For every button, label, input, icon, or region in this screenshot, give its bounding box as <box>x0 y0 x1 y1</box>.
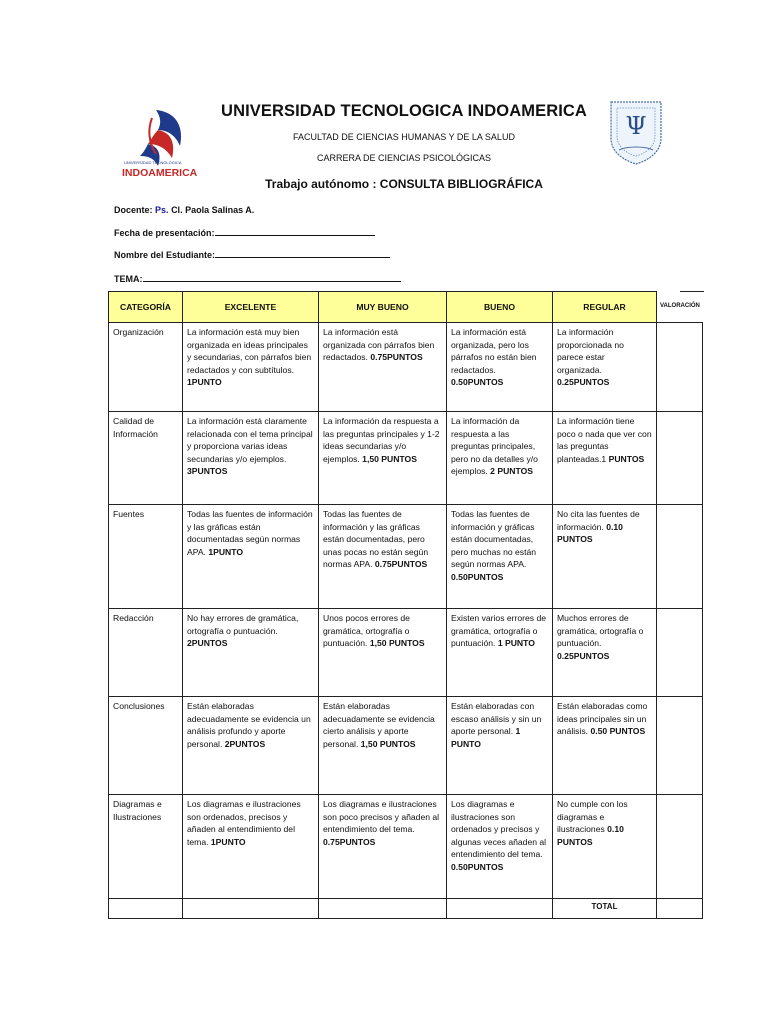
cell-bueno: Los diagramas e ilustraciones son ordenados y precisos y algunas veces añaden al entendimiento del tema. 0.50PUNTOS <box>447 795 553 899</box>
docente-prefix: Ps. <box>155 205 169 215</box>
table-row <box>109 412 703 505</box>
cell-bueno: Todas las fuentes de información y gráficas están documentadas, pero muchas no están según normas APA. 0.50PUNTOS <box>447 505 553 609</box>
total-row <box>109 899 703 919</box>
docente-value: Cl. Paola Salinas A. <box>171 205 255 215</box>
table-row <box>109 323 703 412</box>
cell-muy-bueno: Están elaboradas adecuadamente se evidencia cierto análisis y aporte personal. 1,50 PUNTOS <box>319 697 447 795</box>
career-name: CARRERA DE CIENCIAS PSICOLÓGICAS <box>316 153 492 163</box>
svg-text:Ψ: Ψ <box>625 112 647 140</box>
cell-regular: La información proporcionada no parece estar organizada. 0.25PUNTOS <box>553 323 657 412</box>
cell-valoracion[interactable] <box>657 412 703 505</box>
fecha-field <box>114 227 375 238</box>
cell-bueno: La información está organizada, pero los párrafos no están bien redactados. 0.50PUNTOS <box>447 323 553 412</box>
cell-excelente: Los diagramas e ilustraciones son ordenados, precisos y añaden al entendimiento del tema. 1PUNTO <box>183 795 319 899</box>
cell-category: Redacción <box>109 609 183 697</box>
table-row <box>109 505 703 609</box>
docente-label: Docente: <box>114 205 153 215</box>
cell-category: Fuentes <box>109 505 183 609</box>
fecha-label: Fecha de presentación: <box>114 228 215 238</box>
cell-category: Organización <box>109 323 183 412</box>
cell-excelente: La información está muy bien organizada en ideas principales y secundarias, con párrafos bien redactados y con subtítulos. 1PUNTO <box>183 323 319 412</box>
cell-regular: No cumple con los diagramas e ilustraciones 0.10 PUNTOS <box>553 795 657 899</box>
cell-excelente: Están elaboradas adecuadamente se evidencia un análisis profundo y aporte personal. 2PUNTOS <box>183 697 319 795</box>
total-value[interactable] <box>657 899 703 919</box>
header-excelente: EXCELENTE <box>183 292 319 323</box>
svg-text:UNIVERSIDAD TECNOLÓGICA: UNIVERSIDAD TECNOLÓGICA <box>124 160 182 165</box>
rubric-table <box>108 291 703 919</box>
cell-regular: La información tiene poco o nada que ver con las preguntas planteadas.1 PUNTOS <box>553 412 657 505</box>
cell-bueno: La información da respuesta a las preguntas principales, pero no da detalles y/o ejemplos. 2 PUNTOS <box>447 412 553 505</box>
university-title: UNIVERSIDAD TECNOLOGICA INDOAMERICA <box>221 102 587 120</box>
table-header-row <box>109 292 703 323</box>
cell-excelente: No hay errores de gramática, ortografía o puntuación. 2PUNTOS <box>183 609 319 697</box>
table-row <box>109 609 703 697</box>
table-row <box>109 795 703 899</box>
total-label: TOTAL <box>553 899 657 919</box>
nombre-input-line[interactable] <box>215 249 390 258</box>
cell-category: Diagramas e Ilustraciones <box>109 795 183 899</box>
cell-valoracion[interactable] <box>657 609 703 697</box>
tema-input-line[interactable] <box>143 273 401 282</box>
faculty-name: FACULTAD DE CIENCIAS HUMANAS Y DE LA SALUD <box>293 132 515 142</box>
cell-category: Calidad de Información <box>109 412 183 505</box>
cell-bueno: Están elaboradas con escaso análisis y sin un aporte personal. 1 PUNTO <box>447 697 553 795</box>
cell-muy-bueno: La información está organizada con párrafos bien redactados. 0.75PUNTOS <box>319 323 447 412</box>
table-row <box>109 697 703 795</box>
fecha-input-line[interactable] <box>215 227 375 236</box>
cell-valoracion[interactable] <box>657 323 703 412</box>
cell-valoracion[interactable] <box>657 505 703 609</box>
tema-label: TEMA: <box>114 274 143 284</box>
cell-excelente: La información está claramente relacionada con el tema principal y proporciona varias ideas secundarias y/o ejemplos. 3PUNTOS <box>183 412 319 505</box>
cell-excelente: Todas las fuentes de información y las gráficas están documentadas según normas APA. 1PUNTO <box>183 505 319 609</box>
tema-field <box>114 273 401 284</box>
cell-regular: No cita las fuentes de información. 0.10 PUNTOS <box>553 505 657 609</box>
cell-valoracion[interactable] <box>657 697 703 795</box>
header-regular: REGULAR <box>553 292 657 323</box>
header-bueno: BUENO <box>447 292 553 323</box>
logo-wordmark: INDOAMERICA <box>122 167 198 179</box>
cell-bueno: Existen varios errores de gramática, ortografía o puntuación. 1 PUNTO <box>447 609 553 697</box>
cell-muy-bueno: Los diagramas e ilustraciones son poco precisos y añaden al entendimiento del tema. 0.75PUNTOS <box>319 795 447 899</box>
work-title: Trabajo autónomo : CONSULTA BIBLIOGRÁFICA <box>265 177 543 191</box>
cell-category: Conclusiones <box>109 697 183 795</box>
cell-valoracion[interactable] <box>657 795 703 899</box>
cell-muy-bueno: La información da respuesta a las preguntas principales y 1-2 ideas secundarias y/o ejemplos. 1,50 PUNTOS <box>319 412 447 505</box>
header-muy-bueno: MUY BUENO <box>319 292 447 323</box>
cell-regular: Muchos errores de gramática, ortografía o puntuación. 0.25PUNTOS <box>553 609 657 697</box>
cell-muy-bueno: Todas las fuentes de información y las gráficas están documentadas, pero unas pocas no están según normas APA. 0.75PUNTOS <box>319 505 447 609</box>
cell-muy-bueno: Unos pocos errores de gramática, ortografía o puntuación. 1,50 PUNTOS <box>319 609 447 697</box>
header-valoracion: VALORACIÓN <box>657 292 703 323</box>
cell-regular: Están elaboradas como ideas principales sin un análisis. 0.50 PUNTOS <box>553 697 657 795</box>
nombre-field <box>114 249 390 260</box>
header-categoria: CATEGORÍA <box>109 292 183 323</box>
docente-field <box>114 205 254 215</box>
nombre-label: Nombre del Estudiante: <box>114 250 216 260</box>
